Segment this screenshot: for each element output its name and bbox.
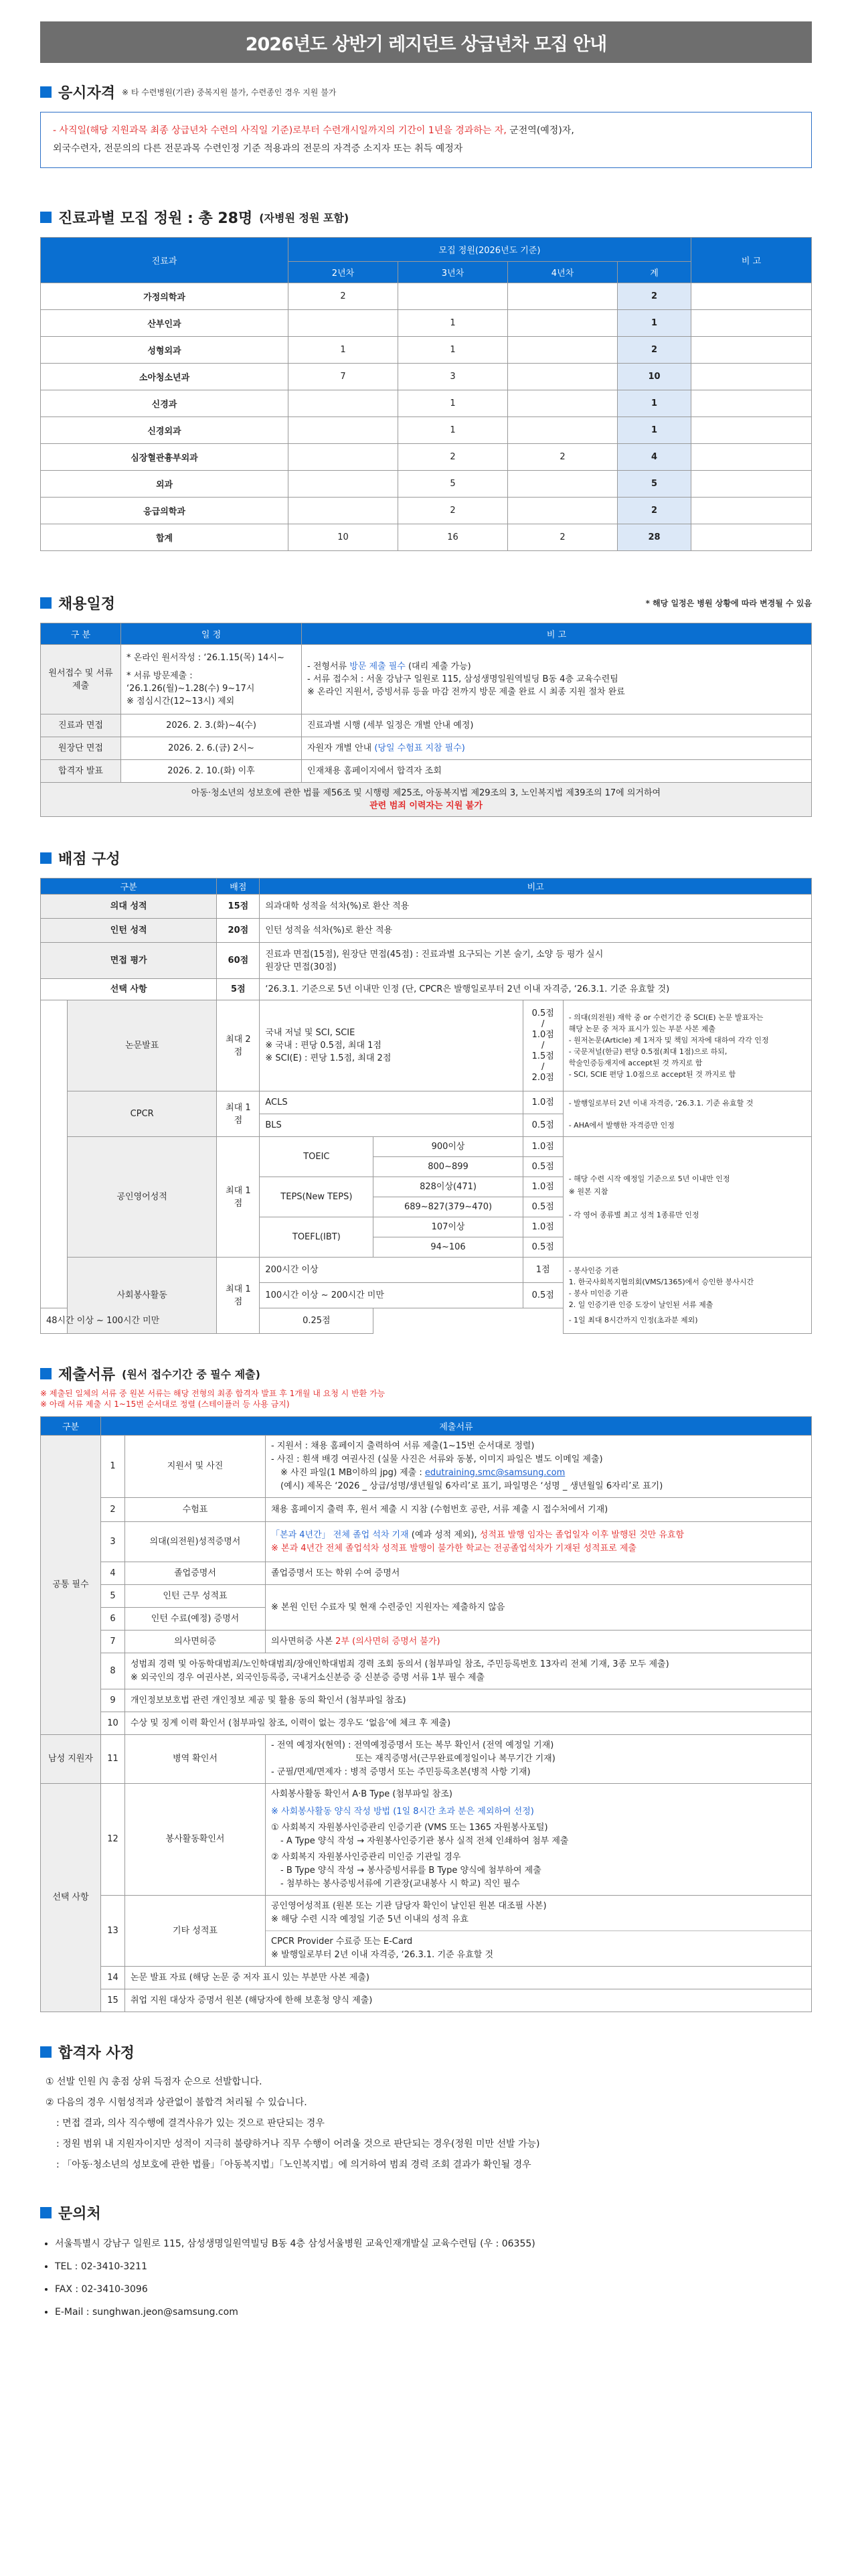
item-text: ※ 사회봉사활동 양식 작성 방법 (1일 8시간 초과 분은 제외하여 선정): [271, 1807, 534, 1817]
group-label: 남성 지원자: [41, 1735, 101, 1784]
note-cell: [691, 337, 812, 364]
square-bullet-icon: [40, 1368, 52, 1379]
qualification-line: 군전역(예정)자,: [506, 125, 574, 136]
item-number: 4: [101, 1562, 125, 1585]
points-text: 0.25점: [260, 1308, 373, 1334]
item-text: 성범죄 경력 및 아동학대범죄/노인학대범죄/장애인학대범죄 경력 조회 동의서 (첨부파일 참조, 주민등록번호 13자리 전체 기재, 3종 모두 제출): [131, 1659, 669, 1669]
quota-count: 2: [288, 283, 398, 310]
criteria-range: 900이상: [373, 1137, 523, 1157]
note-text: - SCI, SCIE 편당 1.0점으로 accept된 것 까지로 함: [568, 1069, 736, 1079]
item-number: 8: [101, 1653, 125, 1689]
section-heading: 문의처: [58, 2206, 101, 2222]
quota-count: [508, 471, 618, 498]
page-title: 2026년도 상반기 레지던트 상급년차 모집 안내: [40, 21, 812, 63]
notice-text: ※ 아래 서류 제출 시 1~15번 순서대로 정렬 (스테이플러 등 사용 금지): [40, 1399, 290, 1409]
row-label: 면접 평가: [41, 943, 217, 979]
table-row: [41, 444, 812, 471]
column-header: 비 고: [302, 623, 812, 645]
total-count: 5: [618, 471, 691, 498]
item-number: 10: [101, 1712, 125, 1735]
department-name: 합계: [41, 524, 288, 551]
schedule-table: [40, 623, 812, 817]
item-text: 사회봉사활동 확인서 A·B Type (첨부파일 참조): [271, 1789, 452, 1799]
points-text: 0.5점: [523, 1114, 563, 1137]
score-value: 20점: [217, 919, 260, 943]
score-value: 5점: [217, 979, 260, 1000]
item-title: 수험표: [125, 1498, 266, 1522]
section-note: ※ 타 수련병원(기관) 중복지원 불가, 수련종인 경우 지원 불가: [122, 88, 337, 97]
item-text: (예과 성적 제외),: [408, 1529, 480, 1540]
table-row: [41, 471, 812, 498]
note-cell: [691, 390, 812, 417]
note-cell: [691, 444, 812, 471]
footer-note: 관련 범죄 이력자는 지원 불가: [369, 801, 483, 811]
item-title: 지원서 및 사진: [125, 1436, 266, 1498]
note-text: (대리 제출 가능): [405, 662, 471, 672]
row-label: 공인영어성적: [68, 1137, 217, 1258]
points-text: 1.5점: [531, 1051, 554, 1061]
row-label: 원장단 면접: [41, 737, 121, 760]
note-text: - 원저논문(Article) 제 1저자 및 책임 저자에 대하여 각각 인정: [568, 1035, 769, 1045]
points-text: 0.5점: [523, 1283, 563, 1308]
item-text: 2부 (의사면허 증명서 불가): [335, 1636, 440, 1647]
points-text: 0.5점: [523, 1157, 563, 1177]
quota-count: 2: [508, 524, 618, 551]
schedule-text: 2026. 2. 6.(금) 2시~: [121, 737, 302, 760]
note-cell: [691, 471, 812, 498]
total-count: 1: [618, 310, 691, 337]
max-score: 최대 1점: [217, 1091, 260, 1137]
row-label: 인턴 성적: [41, 919, 217, 943]
section-note: * 해당 일정은 병원 상황에 따라 변경될 수 있음: [645, 599, 812, 608]
quota-count: [288, 471, 398, 498]
schedule-text: ‘26.1.26(월)~1.28(수) 9~17시: [126, 683, 255, 694]
contact-fax: • FAX : 02-3410-3096: [55, 2278, 812, 2301]
section-heading: 채용일정: [58, 596, 116, 613]
department-name: 외과: [41, 471, 288, 498]
item-text: ② 사회복지 자원봉사인증관리 미인증 기관일 경우: [271, 1852, 461, 1862]
note-text: ※ 온라인 지원서, 증빙서류 등을 마감 전까지 방문 제출 완료 시 최종 지원 절차 완료: [307, 687, 625, 697]
row-label: 원서접수 및 서류제출: [41, 645, 121, 714]
quota-section: [40, 207, 812, 551]
group-label: 선택 사항: [41, 1784, 101, 2012]
note-text: - 각 영어 종류별 최고 성적 1종류만 인정: [568, 1211, 699, 1219]
table-row: [41, 783, 812, 817]
total-count: 2: [618, 498, 691, 524]
item-title: 병역 확인서: [125, 1735, 266, 1784]
criteria-text: ※ 국내 : 편당 0.5점, 최대 1점: [265, 1041, 381, 1051]
schedule-text: * 서류 방문제출 :: [126, 670, 193, 681]
item-text: - 전역 예정자(현역) : 전역예정증명서 또는 복무 확인서 (전역 예정일 기재): [271, 1740, 554, 1750]
total-count: 2: [618, 283, 691, 310]
note-text: 인재채용 홈페이지에서 합격자 조회: [302, 760, 812, 783]
item-text: - 군필/면제/면제자 : 병적 증명서 또는 주민등록초본(병적 사항 기재): [271, 1767, 531, 1777]
criteria-text: TOEIC: [260, 1137, 373, 1177]
criteria-text: BLS: [260, 1114, 523, 1137]
item-number: 3: [101, 1522, 125, 1562]
column-header: 제출서류: [101, 1417, 812, 1436]
note-text: 방문 제출 필수: [349, 662, 406, 672]
section-heading: 배점 구성: [58, 851, 120, 868]
column-header: 구 분: [41, 623, 121, 645]
points-text: 1점: [523, 1258, 563, 1283]
item-text: ① 사회복지 자원봉사인증관리 인증기관 (VMS 또는 1365 자원봉사포털): [271, 1823, 548, 1833]
points-text: 0.5점: [523, 1237, 563, 1258]
department-name: 심장혈관흉부외과: [41, 444, 288, 471]
section-subheading: (원서 접수기간 중 필수 제출): [122, 1368, 260, 1381]
note-text: - 서류 접수처 : 서울 강남구 일원로 115, 삼성생명일원역빌딩 B동 4층 교육수련팀: [307, 674, 618, 684]
column-header: 비 고: [691, 238, 812, 283]
note-text: 2. 일 인증기관 인증 도장이 날인된 서류 제출: [568, 1300, 713, 1309]
note-cell: [691, 498, 812, 524]
row-label: 선택 사항: [41, 979, 217, 1000]
criteria-range: 828이상(471): [373, 1177, 523, 1197]
square-bullet-icon: [40, 2046, 52, 2058]
item-title: 졸업증명서: [125, 1562, 266, 1585]
item-text: ※ 본원 인턴 수료자 및 현재 수련중인 지원자는 제출하지 않음: [266, 1585, 812, 1631]
table-row: [41, 417, 812, 444]
section-heading: 진료과별 모집 정원 : 총 28명: [58, 210, 253, 227]
schedule-section: [40, 593, 812, 817]
item-text: 졸업증명서 또는 학위 수여 증명서: [266, 1562, 812, 1585]
row-label: 진료과 면접: [41, 714, 121, 737]
note-text: - 1일 최대 8시간까지 인정(초과분 제외): [568, 1316, 698, 1324]
quota-count: [288, 498, 398, 524]
table-row: [41, 645, 812, 714]
note-text: 1. 한국사회복지협의회(VMS/1365)에서 승인한 봉사시간: [568, 1278, 754, 1286]
score-section: [40, 848, 812, 1334]
note-text: 원장단 면접(30점): [265, 962, 337, 972]
item-title: 인턴 근무 성적표: [125, 1585, 266, 1608]
points-text: /: [541, 1061, 545, 1072]
quota-count: 2: [508, 444, 618, 471]
item-text: ※ 사진 파일(1 MB이하의 jpg) 제출 :: [280, 1468, 425, 1478]
quota-count: 7: [288, 364, 398, 390]
total-count: 10: [618, 364, 691, 390]
item-text: CPCR Provider 수료증 또는 E-Card: [266, 1930, 811, 1949]
table-row: [41, 524, 812, 551]
row-label: 사회봉사활동: [68, 1258, 217, 1334]
qualification-line: - 사직일(해당 지원과목 최종 상급년차 수련의 사직일 기준)로부터 수련개시일까지의 기간이 1년을 경과하는 자,: [53, 125, 507, 136]
note-text: - 의대(의전원) 재학 중 or 수련기간 중 SCI(E) 논문 발표자는: [568, 1012, 764, 1022]
item-text: - B Type 양식 작성 → 봉사증빙서류를 B Type 양식에 첨부하여 제출: [280, 1866, 541, 1876]
item-title: 인턴 수료(예정) 증명서: [125, 1608, 266, 1631]
item-number: 9: [101, 1689, 125, 1712]
selection-text: : 면접 결과, 의사 직수행에 결격사유가 있는 것으로 판단되는 경우: [56, 2118, 325, 2129]
item-number: 5: [101, 1585, 125, 1608]
column-header: 비고: [260, 879, 812, 895]
max-score: 최대 2점: [217, 1000, 260, 1091]
quota-count: 1: [288, 337, 398, 364]
note-text: 자원자 개별 안내: [307, 743, 375, 753]
item-number: 7: [101, 1631, 125, 1653]
quota-count: [508, 364, 618, 390]
note-text: - 국문저널(한글) 편당 0.5점(최대 1점)으로 하되,: [568, 1047, 728, 1056]
total-count: 1: [618, 390, 691, 417]
item-text: ※ 본과 4년간 전체 졸업석차 성적표 발행이 불가한 학교는 전공졸업석차가 기재된 성적표로 제출: [271, 1543, 636, 1554]
square-bullet-icon: [40, 852, 52, 864]
item-text: - 사진 : 흰색 배경 여권사진 (실물 사진은 서류와 동봉, 이미지 파일은 별도 이메일 제출): [271, 1454, 603, 1464]
table-row: [41, 364, 812, 390]
criteria-text: ※ SCI(E) : 편당 1.5점, 최대 2점: [265, 1053, 392, 1063]
table-row: [41, 498, 812, 524]
score-table: [40, 878, 812, 1334]
total-count: 28: [618, 524, 691, 551]
square-bullet-icon: [40, 212, 52, 223]
criteria-text: 100시간 이상 ~ 200시간 미만: [260, 1283, 523, 1308]
item-title: 봉사활동확인서: [125, 1784, 266, 1896]
selection-text: ② 다음의 경우 시험성적과 상관없이 불합격 처리될 수 있습니다.: [46, 2097, 307, 2108]
schedule-text: 2026. 2. 10.(화) 이후: [121, 760, 302, 783]
contact-address: • 서울특별시 강남구 일원로 115, 삼성생명일원역빌딩 B동 4층 삼성서울병원 교육인재개발실 교육수련팀 (우 : 06355): [55, 2232, 812, 2255]
quota-count: [288, 310, 398, 337]
note-text: - AHA에서 발행한 자격증만 인정: [568, 1120, 675, 1130]
contact-phone: • TEL : 02-3410-3211: [55, 2255, 812, 2278]
section-heading: 응시자격: [58, 85, 116, 102]
quota-count: [508, 390, 618, 417]
quota-count: [508, 283, 618, 310]
item-number: 1: [101, 1436, 125, 1498]
points-text: 1.0점: [523, 1137, 563, 1157]
table-row: [41, 310, 812, 337]
item-text: 채용 홈페이지 출력 후, 원서 제출 시 지참 (수험번호 공란, 서류 제출 시 접수처에서 기재): [266, 1498, 812, 1522]
quota-count: 2: [398, 498, 508, 524]
item-text: 의사면허증 사본: [271, 1636, 336, 1647]
quota-count: [288, 417, 398, 444]
criteria-range: 800~899: [373, 1157, 523, 1177]
row-label: 논문발표: [68, 1000, 217, 1091]
criteria-range: 94~106: [373, 1237, 523, 1258]
points-text: 1.0점: [531, 1029, 554, 1040]
item-text: ※ 외국인의 경우 여권사본, 외국인등록증, 국내거소신분증 중 신분증 증명 서류 1부 필수 제출: [131, 1672, 485, 1683]
quota-count: 1: [398, 417, 508, 444]
item-number: 14: [101, 1967, 125, 1989]
quota-count: [508, 337, 618, 364]
section-subheading: (자병원 정원 포함): [259, 212, 349, 224]
item-text: 또는 재직증명서(근무완료예정일이나 복무기간 기재): [355, 1754, 556, 1764]
note-text: 인턴 성적을 석차(%)로 환산 적용: [260, 919, 812, 943]
note-text: - 전형서류: [307, 662, 350, 672]
note-text: - 발행일로부터 2년 이내 자격증, ‘26.3.1. 기준 유효할 것: [568, 1098, 754, 1108]
points-text: /: [541, 1018, 545, 1029]
item-number: 15: [101, 1989, 125, 2012]
square-bullet-icon: [40, 86, 52, 98]
item-text: ※ 발행일로부터 2년 이내 자격증, ‘26.3.1. 기준 유효할 것: [271, 1950, 494, 1960]
quota-count: 2: [398, 444, 508, 471]
note-cell: [691, 417, 812, 444]
note-text: ‘26.3.1. 기준으로 5년 이내만 인정 (단, CPCR은 발행일로부터 2년 이내 자격증, ‘26.3.1. 기준 유효할 것): [260, 979, 812, 1000]
points-text: 0.5점: [523, 1197, 563, 1217]
note-text: - 해당 수련 시작 예정일 기준으로 5년 이내만 인정: [568, 1175, 730, 1183]
total-count: 1: [618, 417, 691, 444]
contact-email[interactable]: • E-Mail : sunghwan.jeon@samsung.com: [55, 2301, 812, 2324]
item-text: 성적표 발행 임자는 졸업일자 이후 발행된 것만 유효함: [479, 1529, 684, 1540]
quota-count: 1: [398, 390, 508, 417]
column-header: 계: [618, 262, 691, 283]
note-text: 학술인증등재지에 accept된 것 까지로 함: [568, 1058, 703, 1067]
footer-note: 아동·청소년의 성보호에 관한 법률 제56조 및 시행령 제25조, 아동복지법 제29조의 3, 노인복지법 제39조의 17에 의거하여: [191, 788, 661, 798]
square-bullet-icon: [40, 597, 52, 609]
quota-table: [40, 237, 812, 551]
quota-count: 1: [398, 337, 508, 364]
department-name: 성형외과: [41, 337, 288, 364]
note-text: ※ 원본 지참: [568, 1187, 608, 1196]
column-header: 진료과: [41, 238, 288, 283]
quota-count: [508, 417, 618, 444]
item-text: - 지원서 : 채용 홈페이지 출력하여 서류 제출(1~15번 순서대로 정렬): [271, 1441, 535, 1451]
points-text: /: [541, 1040, 545, 1051]
criteria-text: 48시간 이상 ~ 100시간 미만: [41, 1308, 217, 1334]
note-cell: [691, 310, 812, 337]
department-name: 신경외과: [41, 417, 288, 444]
points-text: 1.0점: [523, 1217, 563, 1237]
table-row: [41, 737, 812, 760]
item-text: 수상 및 징계 이력 확인서 (첨부파일 참조, 이력이 없는 경우도 ‘없음’에 체크 후 제출): [125, 1712, 812, 1735]
item-title: 의대(의전원)성적증명서: [125, 1522, 266, 1562]
quota-count: [398, 283, 508, 310]
column-header: 2년차: [288, 262, 398, 283]
max-score: 최대 1점: [217, 1137, 260, 1258]
note-text: (당일 수험표 지참 필수): [374, 743, 465, 753]
item-text: 「본과 4년간」 전체 졸업 석차 기재: [271, 1529, 409, 1540]
quota-count: [508, 498, 618, 524]
score-value: 60점: [217, 943, 260, 979]
schedule-text: 2026. 2. 3.(화)~4(수): [121, 714, 302, 737]
points-text: 1.0점: [523, 1091, 563, 1114]
note-text: 의과대학 성적을 석차(%)로 환산 적용: [260, 895, 812, 919]
item-text: 취업 지원 대상자 증명서 원본 (해당자에 한해 보훈청 양식 제출): [125, 1989, 812, 2012]
quota-count: 10: [288, 524, 398, 551]
column-header: 모집 정원(2026년도 기준): [288, 238, 691, 262]
points-text: 1.0점: [523, 1177, 563, 1197]
qualification-box: [40, 112, 812, 168]
item-text: 공인영어성적표 (원본 또는 기관 담당자 확인이 날인된 원본 대조필 사본): [271, 1901, 547, 1911]
quota-count: [288, 444, 398, 471]
note-cell: [691, 283, 812, 310]
note-text: - 봉사 미인증 기관: [568, 1289, 628, 1298]
quota-count: 16: [398, 524, 508, 551]
item-title: 기타 성적표: [125, 1896, 266, 1967]
table-row: [41, 714, 812, 737]
criteria-text: 200시간 이상: [260, 1258, 523, 1283]
department-name: 가정의학과: [41, 283, 288, 310]
department-name: 응급의학과: [41, 498, 288, 524]
item-number: 11: [101, 1735, 125, 1784]
column-header: 4년차: [508, 262, 618, 283]
schedule-text: * 온라인 원서작성 : ‘26.1.15(목) 14시~: [126, 652, 284, 663]
quota-count: [508, 310, 618, 337]
square-bullet-icon: [40, 2207, 52, 2218]
department-name: 신경과: [41, 390, 288, 417]
column-header: 3년차: [398, 262, 508, 283]
criteria-text: 국내 저널 및 SCI, SCIE: [265, 1028, 355, 1038]
points-text: 0.5점: [531, 1008, 554, 1018]
table-row: [41, 390, 812, 417]
criteria-range: 107이상: [373, 1217, 523, 1237]
item-text: 논문 발표 자료 (해당 논문 중 저자 표시 있는 부분만 사본 제출): [125, 1967, 812, 1989]
item-text: ※ 해당 수련 시작 예정일 기준 5년 이내의 성적 유효: [271, 1914, 468, 1924]
email-link[interactable]: edutraining.smc@samsung.com: [424, 1468, 566, 1478]
item-text: (예시) 제목은 ‘2026 _ 상급/성명/생년월일 6자리’로 표기, 파일명은 ‘성명 _ 생년월일 6자리’로 표기): [280, 1481, 663, 1491]
section-heading: 제출서류: [58, 1367, 116, 1383]
item-text: - 첨부하는 봉사증빙서류에 기관장(교내봉사 시 학교) 직인 필수: [280, 1879, 520, 1889]
note-text: 진료과별 시행 (세부 일정은 개별 안내 예정): [302, 714, 812, 737]
department-name: 산부인과: [41, 310, 288, 337]
documents-table: [40, 1416, 812, 2012]
item-number: 12: [101, 1784, 125, 1896]
quota-count: 3: [398, 364, 508, 390]
item-number: 2: [101, 1498, 125, 1522]
item-number: 6: [101, 1608, 125, 1631]
table-row: [41, 337, 812, 364]
note-text: 진료과 면접(15점), 원장단 면접(45점) : 진료과별 요구되는 기본 술기, 소양 등 평가 실시: [265, 949, 604, 960]
note-text: 해당 논문 중 저자 표시가 있는 부분 사본 제출: [568, 1024, 715, 1033]
qualification-line: 외국수련자, 전문의의 다른 전문과목 수련인정 기준 적용과의 전문의 자격증 소지자 또는 취득 예정자: [53, 143, 463, 154]
row-label: CPCR: [68, 1091, 217, 1137]
quota-count: 5: [398, 471, 508, 498]
criteria-text: ACLS: [260, 1091, 523, 1114]
item-number: 13: [101, 1896, 125, 1967]
selection-text: ① 선발 인원 內 총점 상위 득점자 순으로 선발합니다.: [46, 2076, 262, 2087]
note-text: - 봉사인증 기관: [568, 1266, 619, 1275]
contact-section: [40, 2202, 812, 2324]
column-header: 구분: [41, 1417, 101, 1436]
criteria-text: TEPS(New TEPS): [260, 1177, 373, 1217]
table-row: [41, 760, 812, 783]
department-name: 소아청소년과: [41, 364, 288, 390]
column-header: 일 정: [121, 623, 302, 645]
column-header: 배점: [217, 879, 260, 895]
item-text: 개인정보보호법 관련 개인정보 제공 및 활용 동의 확인서 (첨부파일 참조): [125, 1689, 812, 1712]
group-label: 공통 필수: [41, 1436, 101, 1735]
criteria-text: TOEFL(IBT): [260, 1217, 373, 1258]
criteria-range: 689~827(379~470): [373, 1197, 523, 1217]
column-header: 구분: [41, 879, 217, 895]
quota-count: 1: [398, 310, 508, 337]
schedule-text: ※ 점심시간(12~13시) 제외: [126, 696, 235, 706]
score-value: 15점: [217, 895, 260, 919]
max-score: 최대 1점: [217, 1258, 260, 1334]
qualification-section: [40, 82, 812, 168]
row-label: 합격자 발표: [41, 760, 121, 783]
section-heading: 합격자 사정: [58, 2045, 135, 2062]
documents-section: [40, 1363, 812, 2012]
note-cell: [691, 364, 812, 390]
item-title: 의사면허증: [125, 1631, 266, 1653]
total-count: 2: [618, 337, 691, 364]
selection-section: [40, 2042, 812, 2176]
selection-text: : 정원 범위 내 지원자이지만 성적이 지극히 불량하거나 직무 수행이 어려울 것으로 판단되는 경우(정원 미만 선발 가능): [56, 2139, 540, 2149]
notice-text: ※ 제출된 일체의 서류 중 원본 서류는 해당 전형의 최종 합격자 발표 후 1개월 내 요청 시 반환 가능: [40, 1389, 386, 1398]
table-row: [41, 283, 812, 310]
quota-count: [288, 390, 398, 417]
selection-text: : 「아동·청소년의 성보호에 관한 법률」「아동복지법」「노인복지법」에 의거하여 범죄 경력 조회 결과가 확인될 경우: [56, 2160, 531, 2170]
item-text: - A Type 양식 작성 → 자원봉사인증기관 봉사 실적 전체 인쇄하여 첨부 제출: [280, 1836, 569, 1846]
note-cell: [691, 524, 812, 551]
points-text: 2.0점: [531, 1072, 554, 1083]
row-label: 의대 성적: [41, 895, 217, 919]
total-count: 4: [618, 444, 691, 471]
